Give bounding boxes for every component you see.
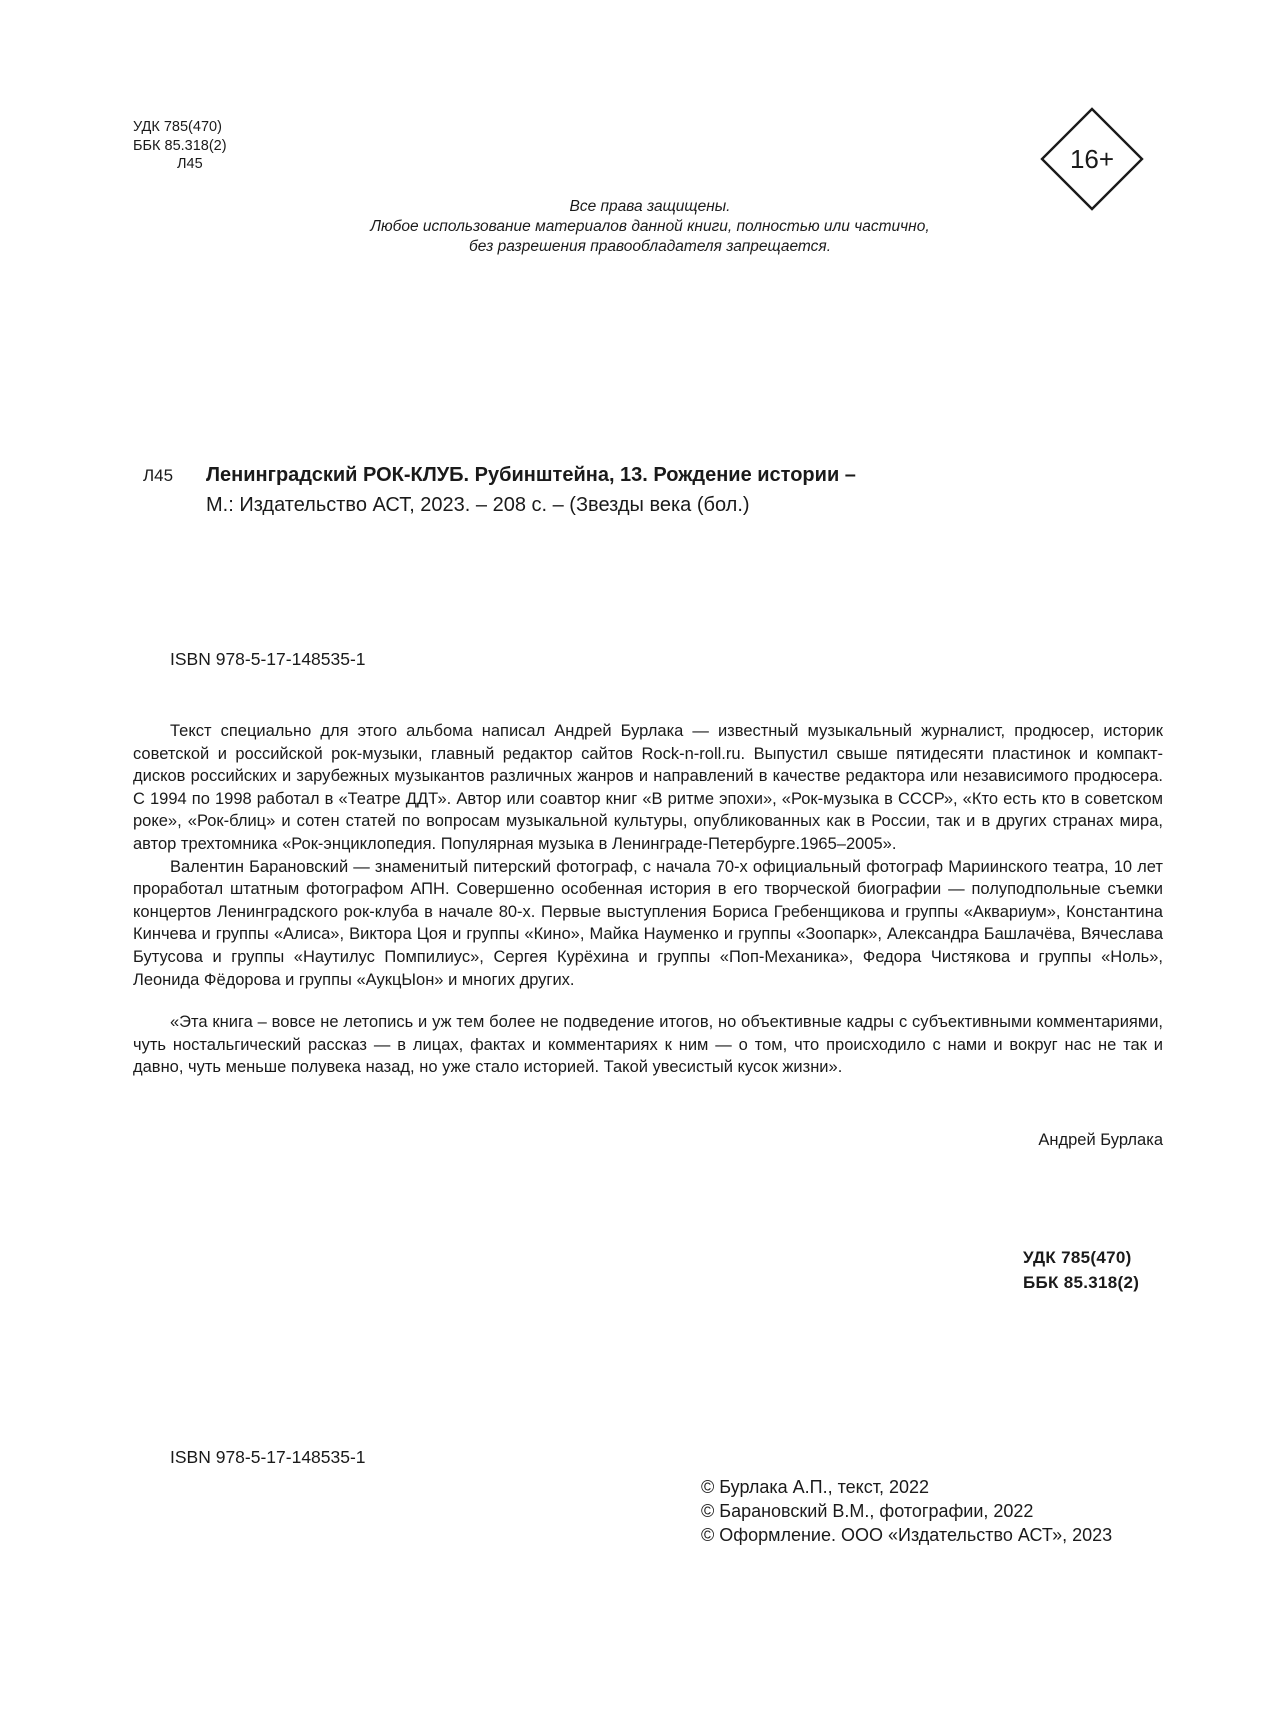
quote-author: Андрей Бурлака: [1038, 1131, 1163, 1149]
annotation: [133, 720, 1163, 1079]
age-rating-badge: [1040, 107, 1144, 211]
rights-line-2: Любое использование материалов данной книги, полностью или частично,: [370, 218, 930, 235]
copyright-photos: © Барановский В.М., фотографии, 2022: [701, 1501, 1034, 1521]
header-classification: [133, 118, 227, 174]
book-title: Ленинградский РОК-КЛУБ. Рубинштейна, 13. Рождение истории –: [206, 464, 856, 486]
udk-code-bottom: УДК 785(470): [1023, 1248, 1132, 1267]
isbn-top: ISBN 978-5-17-148535-1: [170, 649, 366, 669]
bbk-code: ББК 85.318(2): [133, 137, 227, 154]
bbk-code-bottom: ББК 85.318(2): [1023, 1273, 1140, 1292]
isbn-bottom: ISBN 978-5-17-148535-1: [170, 1447, 366, 1467]
annotation-paragraph-author: Текст специально для этого альбома написал Андрей Бурлака — известный музыкальный журналист, продюсер, историк советской и российской рок-музыки, главный редактор сайтов Rock-n-roll.ru. Выпустил свыше пятидесяти пластинок и компакт-дисков российских и зарубежных музыкантов различных жанров и направлений в качестве редактора или независимого продюсера. С 1994 по 1998 работал в «Театре ДДТ». Автор или соавтор книг «В ритме эпохи», «Рок-музыка в СССР», «Кто есть кто в советском роке», «Рок-блиц» и сотен статей по вопросам музыкальной культуры, опубликованных как в России, так и в других странах мира, автор трехтомника «Рок-энциклопедия. Популярная музыка в Ленинграде-Петербурге.1965–2005».: [133, 722, 1163, 853]
copyright-block: [701, 1475, 1112, 1547]
udk-code: УДК 785(470): [133, 119, 222, 135]
annotation-quote: «Эта книга – вовсе не летопись и уж тем более не подведение итогов, но объективные кадры с субъективными комментариями, чуть ностальгический рассказ — в лицах, фактах и комментариях к ним — о том, что происходило с нами и вокруг нас не так и давно, чуть меньше полувека назад, но уже стало историей. Такой увесистый кусок жизни».: [133, 1013, 1163, 1077]
copyright-design: © Оформление. ООО «Издательство АСТ», 2023: [701, 1525, 1113, 1545]
publication-info: М.: Издательство АСТ, 2023. – 208 с. – (Звезды века (бол.): [206, 494, 750, 516]
author-index: Л45: [177, 156, 203, 172]
biblio-index: Л45: [143, 466, 174, 485]
rights-line-1: Все права защищены.: [569, 198, 731, 215]
bottom-classification: [1023, 1245, 1139, 1295]
rights-notice: [300, 197, 1000, 257]
rights-line-3: без разрешения правообладателя запрещается.: [468, 238, 832, 255]
copyright-text: © Бурлака А.П., текст, 2022: [701, 1477, 930, 1497]
annotation-paragraph-photographer: Валентин Барановский — знаменитый питерский фотограф, с начала 70-х официальный фотограф Мариинского театра, 10 лет проработал штатным фотографом АПН. Совершенно особенная история в его творческой биографии — полуподпольные съемки концертов Ленинградского рок-клуба в начале 80-х. Первые выступления Бориса Гребенщикова и группы «Аквариум», Константина Кинчева и группы «Алиса», Виктора Цоя и группы «Кино», Майка Науменко и группы «Зоопарк», Александра Башлачёва, Вячеслава Бутусова и группы «Наутилус Помпилиус», Сергея Курёхина и группы «Поп-Механика», Федора Чистякова и группы «Ноль», Леонида Фёдорова и группы «АукцЫон» и многих других.: [133, 857, 1163, 989]
age-rating-label: 16+: [1069, 144, 1115, 174]
